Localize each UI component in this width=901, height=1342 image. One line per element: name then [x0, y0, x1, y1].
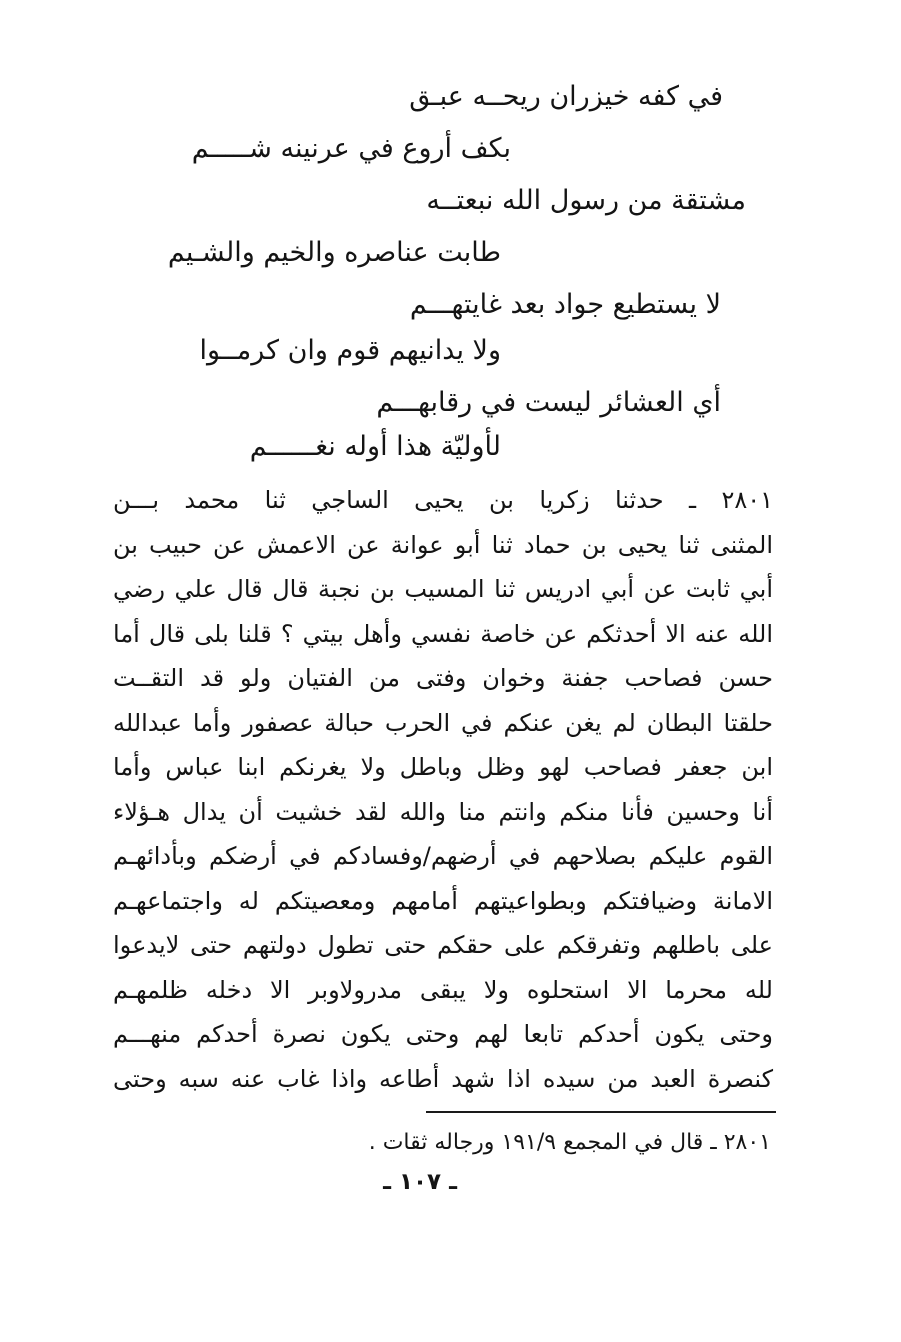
hadith-line: ٢٨٠١ ـ حدثنا زكريا بن يحيى الساجي ثنا محمد بـــن [113, 486, 773, 514]
hadith-line: الامانة وضيافتكم وبطواعيتهم أمامهم ومعصيتكم له واجتماعهـم [113, 886, 773, 915]
hadith-text [113, 478, 773, 1101]
hadith-line: لله محرما الا استحلوه ولا يبقى مدرولاوبر الا دخله ظلمهـم [113, 975, 773, 1004]
poem-line: بكف أروع في عرنينه شـــــم [191, 133, 511, 164]
hadith-line: أنا وحسين فأنا منكم وانتم منا والله لقد خشيت أن يدال هـؤلاء [113, 797, 773, 826]
poem-line: لا يستطيع جواد بعد غايتهـــم [409, 289, 721, 320]
poem-line: لأوليّة هذا أوله نغــــــم [249, 431, 501, 462]
footnote: ٢٨٠١ ـ قال في المجمع ١٩١/٩ ورجاله ثقات . [368, 1130, 771, 1155]
hadith-line: حلقتا البطان لم يغن عنكم في الحرب حبالة عصفور وأما عبدالله [113, 708, 773, 737]
hadith-line: حسن فصاحب جفنة وخوان وفتى من الفتيان ولو قد التقــت [113, 664, 773, 692]
hadith-line: وحتى يكون أحدكم تابعا لهم وحتى يكون نصرة أحدكم منهـــم [113, 1020, 773, 1048]
footnote-divider [426, 1111, 776, 1113]
poem-line: طابت عناصره والخيم والشـيم [167, 237, 501, 268]
hadith-line: المثنى ثنا يحيى بن حماد ثنا أبو عوانة عن الاعمش عن حبيب بن [113, 530, 773, 559]
poem-line: مشتقة من رسول الله نبعتــه [426, 185, 746, 216]
hadith-line: ابن جعفر فصاحب لهو وظل وباطل ولا يغرنكم ابنا عباس وأما [113, 753, 773, 781]
hadith-line: الله عنه الا أحدثكم عن خاصة نفسي وأهل بيتي ؟ قلنا بلى قال أما [113, 619, 773, 648]
page-number: ـ ١٠٧ ـ [383, 1169, 457, 1195]
hadith-line: القوم عليكم بصلاحهم في أرضهم/وفسادكم في أرضكم وبأدائهـم [113, 842, 773, 870]
hadith-line: على باطلهم وتفرقكم على حقكم حتى تطول دولتهم حتى لايدعوا [113, 931, 773, 959]
poem-line: في كفه خيزران ريحــه عبـق [409, 81, 723, 112]
hadith-line: أبي ثابت عن أبي ادريس ثنا المسيب بن نجبة قال قال علي رضي [113, 575, 773, 603]
poem-line: أي العشائر ليست في رقابهـــم [376, 387, 721, 418]
poem-line: ولا يدانيهم قوم وان كرمــوا [199, 335, 501, 366]
hadith-line: كنصرة العبد من سيده اذا شهد أطاعه واذا غاب عنه سبه وحتى [113, 1064, 773, 1093]
